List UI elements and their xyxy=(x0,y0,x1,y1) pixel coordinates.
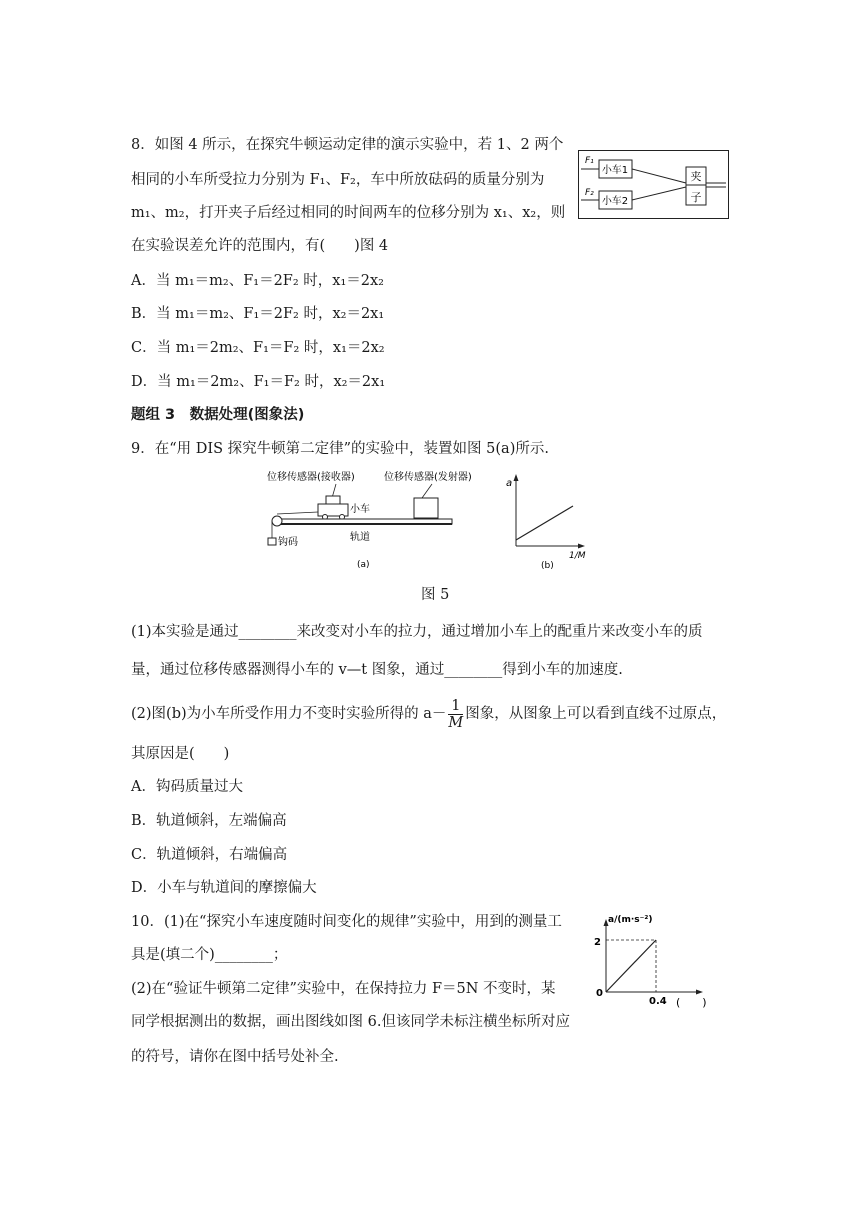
q9-option-b: B．轨道倾斜，左端偏高 xyxy=(131,813,287,829)
f2-label: F₂ xyxy=(585,188,594,198)
q9-option-d: D．小车与轨道间的摩擦偏大 xyxy=(131,880,317,896)
clip-label-bottom: 子 xyxy=(690,191,702,204)
clip-label-top: 夹 xyxy=(690,170,702,183)
figure-5a-apparatus xyxy=(262,468,494,572)
graph-x-value: 0.4 xyxy=(649,996,667,1007)
x-axis-label: 1/M xyxy=(569,551,586,561)
q8-line-3: m₁、m₂，打开夹子后经过相同的时间两车的位移分别为 x₁、x₂，则 xyxy=(131,205,566,221)
weight-label: 钩码 xyxy=(278,537,298,548)
q8-option-d: D．当 m₁＝2m₂、F₁＝F₂ 时，x₂＝2x₁ xyxy=(131,374,386,390)
group-3-heading: 题组 3 数据处理(图象法) xyxy=(131,407,305,423)
y-axis-label: a xyxy=(506,478,513,489)
q9-part1-line-1: (1)本实验是通过________来改变对小车的拉力，通过增加小车上的配重片来改变小车的质 xyxy=(131,624,703,640)
emitter-label: 位移传感器(发射器) xyxy=(384,472,472,483)
fraction xyxy=(448,698,463,731)
fit-line xyxy=(516,506,573,540)
q10-line-5: 的符号，请你在图中括号处补全. xyxy=(131,1049,339,1065)
q8-line-2: 相同的小车所受拉力分别为 F₁、F₂，车中所放砝码的质量分别为 xyxy=(131,172,545,188)
q9-part2-line-1 xyxy=(131,697,726,731)
car-2-label: 小车2 xyxy=(601,196,629,207)
fraction-denominator: M xyxy=(448,714,464,731)
q10-line-1: 10．(1)在“探究小车速度随时间变化的规律”实验中，用到的测量工 xyxy=(131,914,562,930)
q8-option-a: A．当 m₁＝m₂、F₁＝2F₂ 时，x₁＝2x₂ xyxy=(131,273,384,289)
q9-option-a: A．钩码质量过大 xyxy=(131,779,243,795)
q9-part2-text-before: (2)图(b)为小车所受作用力不变时实验所得的 a－ xyxy=(131,706,447,722)
q10-line-2: 具是(填二个)________； xyxy=(131,947,288,963)
figure-5-caption: 图 5 xyxy=(421,587,450,603)
fig-5b-caption: (b) xyxy=(541,561,554,571)
q9-option-c: C．轨道倾斜，右端偏高 xyxy=(131,847,288,863)
q9-intro: 9．在“用 DIS 探究牛顿第二定律”的实验中，装置如图 5(a)所示. xyxy=(131,441,549,457)
fig-5a-caption: (a) xyxy=(357,560,370,570)
weight-block xyxy=(268,538,276,545)
graph-y-axis-label: a/(m·s⁻²) xyxy=(608,915,653,925)
q9-part2-text-after: 图象，从图象上可以看到直线不过原点， xyxy=(465,706,727,722)
figure-5b-graph xyxy=(503,470,593,572)
q10-line-4: 同学根据测出的数据，画出图线如图 6.但该同学未标注横坐标所对应 xyxy=(131,1014,570,1030)
q8-option-c: C．当 m₁＝2m₂、F₁＝F₂ 时，x₁＝2x₂ xyxy=(131,340,385,356)
fraction-numerator: 1 xyxy=(448,698,463,715)
track-label: 轨道 xyxy=(350,532,370,543)
q8-option-b: B．当 m₁＝m₂、F₁＝2F₂ 时，x₂＝2x₁ xyxy=(131,306,385,322)
q8-line-1: 8．如图 4 所示，在探究牛顿运动定律的演示实验中，若 1、2 两个 xyxy=(131,137,564,153)
q8-line-4: 在实验误差允许的范围内，有( )图 4 xyxy=(131,238,389,254)
figure-6-graph xyxy=(590,910,725,1012)
cart-label: 小车 xyxy=(350,504,370,515)
graph-origin: 0 xyxy=(596,988,603,999)
graph-line xyxy=(606,940,656,992)
q9-part1-line-2: 量，通过位移传感器测得小车的 v—t 图象，通过________得到小车的加速度. xyxy=(131,662,623,678)
q10-line-3: (2)在“验证牛顿第二定律”实验中，在保持拉力 F＝5N 不变时，某 xyxy=(131,981,556,997)
figure-4-diagram xyxy=(578,150,730,220)
cart xyxy=(318,504,348,516)
car-1-label: 小车1 xyxy=(601,165,629,176)
graph-y-value: 2 xyxy=(594,937,601,948)
emitter-box xyxy=(414,498,438,518)
q9-part2-line-2: 其原因是( ) xyxy=(131,746,230,762)
receiver-label: 位移传感器(接收器) xyxy=(267,472,355,483)
f1-label: F₁ xyxy=(585,156,594,166)
graph-x-axis-blank: ( ) xyxy=(676,996,707,1009)
